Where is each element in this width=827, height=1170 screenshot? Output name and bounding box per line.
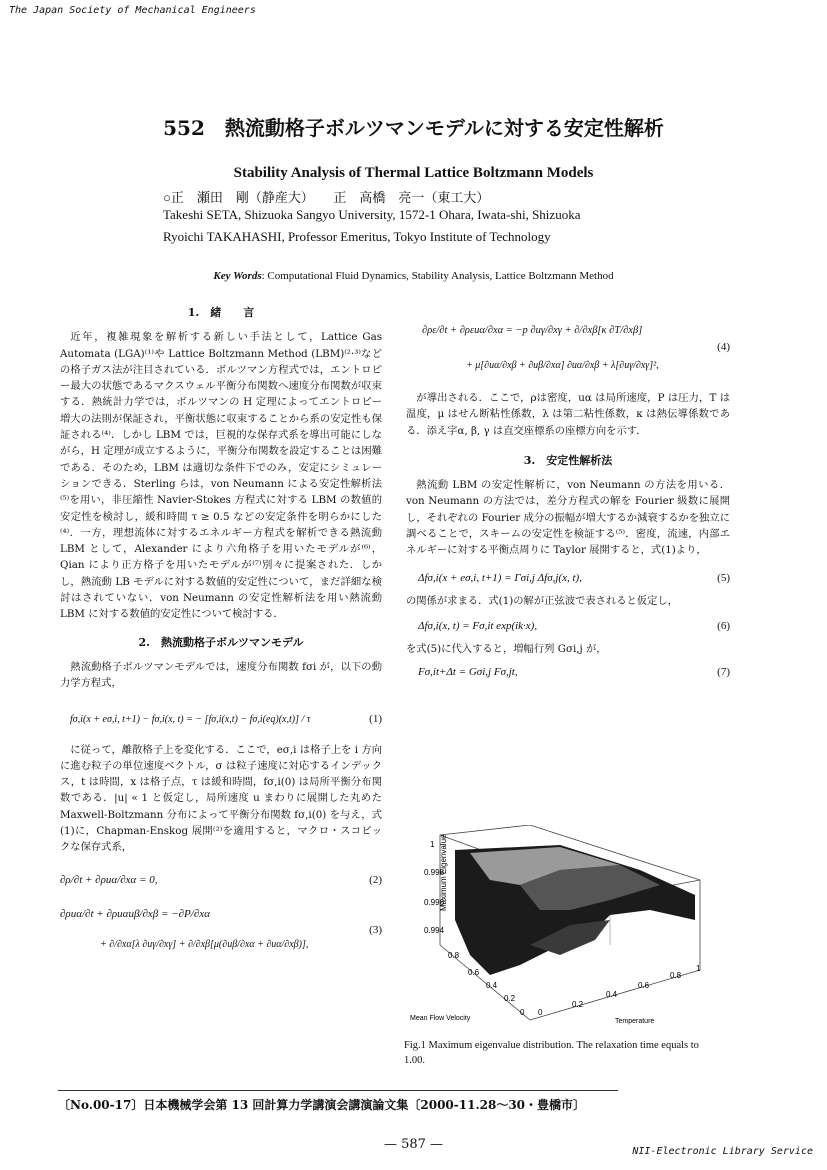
keywords: [0, 270, 827, 282]
library-service-footer: NII-Electronic Library Service: [632, 1146, 813, 1157]
model-description-paragraph: に従って，離散格子上を変化する．ここで，eσ,i は格子上を i 方向に進む粒子の単位速度ベクトル，σ は粒子速度に対応するインデックス，t は時間，x は格子点，τ は緩和時間，fσ,i(0) は局所平衡分布関数である．|u| « 1 と仮定し，局所速度 u まわりに展開した丸めた Maxwell-Boltzmann 分布によって平衡分布関数 fσ,i(0) を与え，式(1)に，Chapman-Enskog 展開⁽²⁾を適用すると，マクロ・スコピックな保存式系，: [60, 743, 382, 854]
intro-paragraph: 近年，複雑現象を解析する新しい手法として，Lattice Gas Automata (LGA)⁽¹⁾や Lattice Boltzmann Method (LBM)⁽²·³⁾などの格子ガス法が注目されている．ボルツマン方程式では，エントロピー最大の状態であるマクスウェル平衡分布関数へ速度分布関数が収束する．熱統計力学では，ボルツマンの H 定理によってエントロピー増大の法則が保証され，平衡状態に収束することから系の安定性も保証される⁽⁴⁾．しかし LBM では，巨視的な保存式系を導出可能にしながら，H 定理が成立するように，平衡分布関数を設定することは困難である．そのため，LBM は適切な条件下でのみ，安定にシミュレーションできる．Sterling らは，von Neumann による安定性解析法⁽⁵⁾を用い，非圧縮性 Navier-Stokes 方程式に対する LBM の数値的安定性を検討し，緩和時間 τ ≥ 0.5 などの安定条件を明らかにした⁽⁴⁾．一方，理想流体に対するエネルギー方程式を解析できる熱流動 LBM として，Alexander により六角格子を用いたモデルが⁽⁶⁾，Qian により正方格子を用いたモデルが⁽⁷⁾別々に提案された．しかし，熱流動 LB モデルに対する数値的安定性について，まだ詳細な検討はされていない．von Neumann の安定性解析法を用い熱流動 LBM に対する数値的安定性について検討する．: [60, 331, 382, 621]
z-tick-0994: 0.994: [424, 926, 445, 935]
figure-caption: Fig.1 Maximum eigenvalue distribution. The relaxation time equals to 1.00.: [404, 1040, 699, 1066]
equation-4-number: (4): [717, 341, 730, 353]
page-number: — 587 —: [383, 1137, 444, 1152]
equation-6-body: Δfσ,i(x, t) = Fσ,it exp(ik·x),: [418, 619, 538, 632]
equation-3a: [60, 902, 382, 926]
equation-5-number: (5): [717, 571, 730, 584]
equation-6-number: (6): [717, 619, 730, 632]
right-column: [406, 318, 730, 683]
proceedings-footer: 〔No.00-17〕日本機械学会第 13 回計算力学講演会講演論文集〔2000-11.28～30・豊橋市〕: [58, 1098, 586, 1112]
y-tick-06: 0.6: [638, 981, 650, 990]
paper-title-jp: 552 熱流動格子ボルツマンモデルに対する安定性解析: [163, 116, 664, 140]
equation-2: [60, 868, 382, 892]
x-tick-04: 0.4: [486, 981, 498, 990]
y-tick-08: 0.8: [670, 971, 682, 980]
section-1-heading: 1. 緒 言: [187, 306, 255, 319]
society-header: The Japan Society of Mechanical Engineers: [9, 5, 256, 16]
equation-4b: [466, 341, 730, 380]
equation-3b: [100, 923, 382, 956]
section-3-heading: 3. 安定性解析法: [523, 453, 613, 467]
equation-4a: [422, 318, 730, 342]
x-tick-06: 0.6: [468, 968, 480, 977]
equation-5: [418, 567, 730, 589]
equation-5-body: Δfσ,i(x + eσ,i, t+1) = Γσi,j Δfσ,j(x, t),: [418, 571, 582, 584]
x-tick-02: 0.2: [504, 994, 516, 1003]
paper-title-en: Stability Analysis of Thermal Lattice Boltzmann Models: [233, 165, 594, 181]
y-tick-0: 0: [538, 1008, 543, 1017]
wave-paragraph: の関係が求まる．式(1)の解が正弦波で表されると仮定し，: [406, 594, 679, 607]
equation-7: [418, 661, 730, 683]
equation-2-body: ∂ρ/∂t + ∂ρuα/∂xα = 0,: [60, 873, 158, 886]
equation-1-body: fσ,i(x + eσ,i, t+1) − fσ,i(x, t) = − [fσ,i(x,t) − fσ,i(eq)(x,t)] / τ: [70, 713, 311, 725]
equation-1: [70, 706, 382, 732]
keywords-label: Key Words: [213, 270, 262, 282]
x-tick-0: 0: [520, 1008, 525, 1017]
y-tick-1: 1: [696, 964, 701, 973]
equation-3b-body: + ∂/∂xα[λ ∂uγ/∂xγ] + ∂/∂xβ[μ(∂uβ/∂xα + ∂uα/∂xβ)],: [100, 938, 309, 950]
equation-4a-body: ∂ρε/∂t + ∂ρεuα/∂xα = −p ∂uγ/∂xγ + ∂/∂xβ[κ ∂T/∂xβ]: [422, 325, 643, 336]
z-axis-label: Maximum Eigenvalue: [439, 834, 448, 911]
equation-7-body: Fσ,it+Δt = Gσi,j Fσ,jt,: [418, 666, 518, 679]
method-paragraph: 熱流動 LBM の安定性解析に，von Neumann の方法を用いる．von Neumann の方法では，差分方程式の解を Fourier 級数に展開し，それぞれの Fourier 成分の振幅が増大するか減衰するかを独立に調べることで，スキームの安定性を検証する⁽⁵⁾．密度，流速，内部エネルギーに対する平衡点周りに Taylor 展開すると，式(1)より，: [406, 479, 730, 557]
eigenvalue-surface-plot: [410, 825, 705, 1025]
footer-rule: [58, 1090, 618, 1091]
model-paragraph: 熱流動格子ボルツマンモデルでは，速度分布関数 fσi が，以下の動力学方程式，: [60, 660, 382, 690]
z-tick-0996: 0.996: [424, 898, 445, 907]
x-axis-label: Mean Flow Velocity: [410, 1015, 471, 1022]
left-column: [60, 300, 382, 956]
equation-3-number: (3): [369, 923, 382, 936]
equation-2-number: (2): [369, 873, 382, 886]
y-tick-04: 0.4: [606, 990, 618, 999]
author-affiliation-1: Takeshi SETA, Shizuoka Sangyo University, 1572-1 Ohara, Iwata-shi, Shizuoka: [163, 207, 581, 222]
z-tick-1: 1: [430, 840, 435, 849]
y-axis-label: Temperature: [615, 1018, 655, 1025]
amplification-paragraph: を式(5)に代入すると，増幅行列 Gσi,j が，: [406, 642, 607, 655]
equation-3a-body: ∂ρuα/∂t + ∂ρuαuβ/∂xβ = −∂P/∂xα: [60, 907, 210, 920]
equation-6: [418, 615, 730, 637]
x-tick-08: 0.8: [448, 951, 460, 960]
equation-7-number: (7): [717, 666, 730, 679]
eigenvalue-figure: [410, 825, 705, 1025]
z-tick-0998: 0.998: [424, 868, 445, 877]
section-2-heading: 2. 熱流動格子ボルツマンモデル: [138, 635, 304, 649]
variables-paragraph: が導出される．ここで，ρは密度，uα は局所速度，P は圧力，T は温度，μ はせん断粘性係数，λ は第二粘性係数，κ は熱伝導係数である．添え字α, β, γ は直交座標系の座標方向を示す．: [406, 392, 730, 437]
equation-1-number: (1): [369, 712, 382, 725]
keywords-text: : Computational Fluid Dynamics, Stability Analysis, Lattice Boltzmann Method: [261, 270, 614, 282]
y-tick-02: 0.2: [572, 1000, 584, 1009]
authors-jp: ○正 瀬田 剛（静産大） 正 高橋 亮一（東工大）: [163, 190, 490, 205]
equation-4b-body: + μ[∂uα/∂xβ + ∂uβ/∂xα] ∂uα/∂xβ + λ[∂uγ/∂xγ]²,: [466, 360, 659, 371]
author-affiliation-2: Ryoichi TAKAHASHI, Professor Emeritus, Tokyo Institute of Technology: [163, 229, 551, 244]
